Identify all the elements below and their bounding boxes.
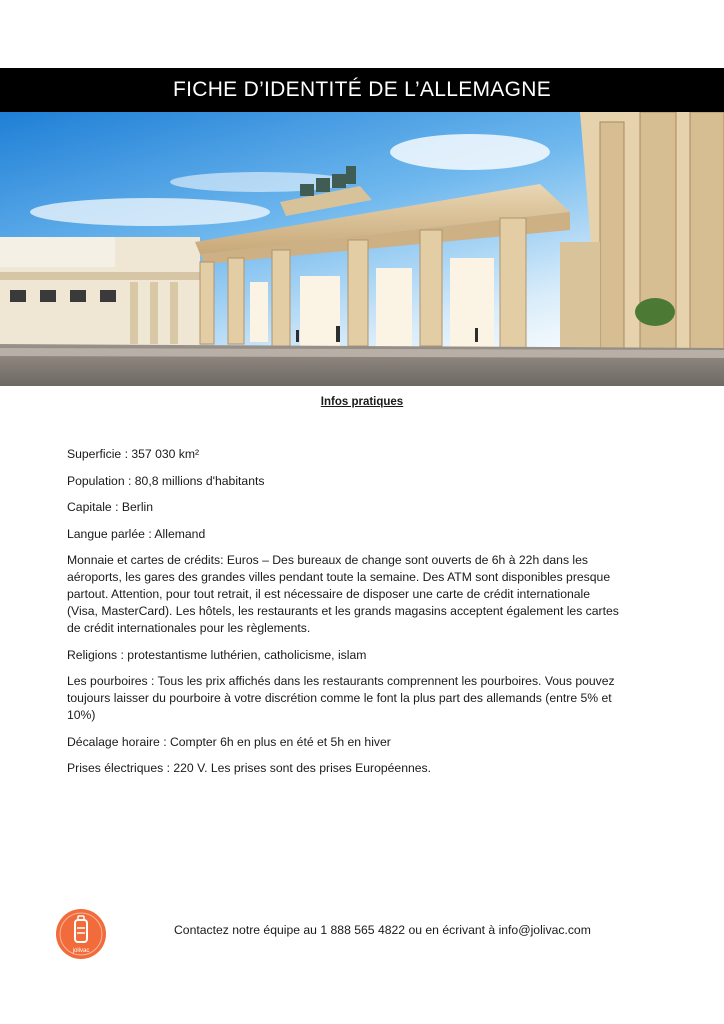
fact-language: Langue parlée : Allemand	[67, 526, 206, 541]
section-title: Infos pratiques	[320, 396, 404, 408]
fact-currency: Monnaie et cartes de crédits: Euros – Des bureaux de change sont ouverts de 6h à 22h dans les aéroports, les gares des grandes villes pendant toute la semaine. Des ATM sont disponibles presque partout. Attention, pour tout retrait, il est nécessaire de disposer une carte de crédit internationale (Visa, MasterCard). Les hôtels, les restaurants et les grands magasins acceptent également les cartes de crédit internationales pour les règlements.	[67, 553, 619, 635]
fact-tips: Les pourboires : Tous les prix affichés dans les restaurants comprennent les pourboires. Vous pouvez toujours laisser du pourboire à votre discrétion comme le font la plus part des allemands (entre 5% et 10%)	[67, 674, 615, 722]
fact-religions: Religions : protestantisme luthérien, catholicisme, islam	[67, 647, 367, 662]
fact-area: Superficie : 357 030 km²	[67, 447, 200, 461]
logo-text: jolivac	[72, 948, 90, 954]
fact-population: Population : 80,8 millions d'habitants	[67, 473, 265, 488]
jolivac-logo	[55, 908, 107, 960]
page-title-bar	[0, 68, 724, 112]
page-title: FICHE D’IDENTITÉ DE L’ALLEMAGNE	[172, 78, 552, 101]
fact-timezone: Décalage horaire : Compter 6h en plus en été et 5h en hiver	[67, 734, 391, 749]
fact-capital: Capitale : Berlin	[67, 500, 154, 514]
brandenburg-gate-photo	[0, 112, 724, 386]
contact-line: Contactez notre équipe au 1 888 565 4822 ou en écrivant à info@jolivac.com	[174, 923, 591, 937]
facts-list	[67, 446, 623, 787]
fact-electricity: Prises électriques : 220 V. Les prises sont des prises Européennes.	[67, 761, 432, 775]
